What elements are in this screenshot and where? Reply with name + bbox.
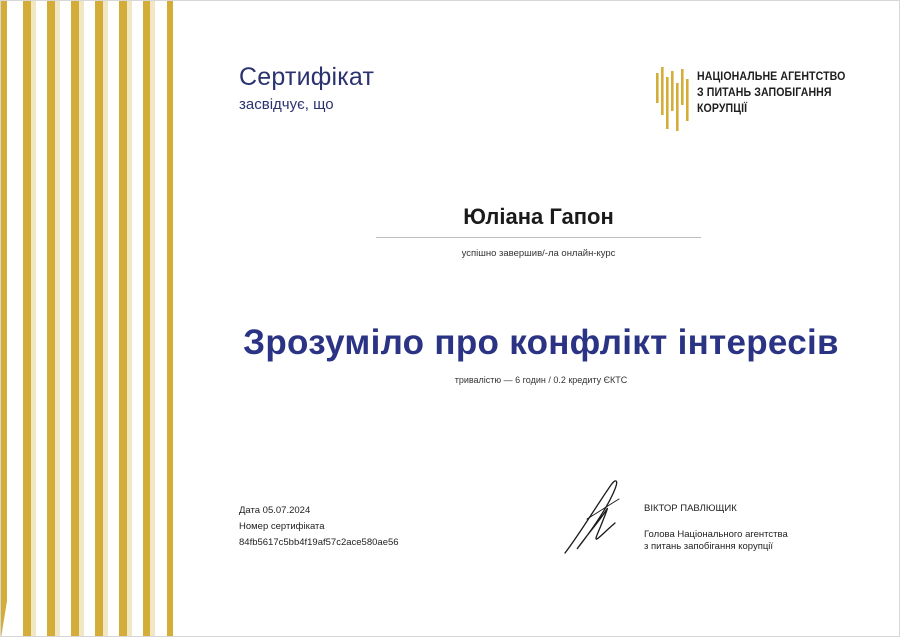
certificate-number-label: Номер сертифіката	[239, 521, 325, 532]
name-divider	[376, 237, 701, 238]
signer-title-line-1: Голова Національного агентства	[644, 529, 788, 540]
certificate-details	[239, 503, 399, 551]
agency-name-line-2: З ПИТАНЬ ЗАПОБІГАННЯ	[697, 87, 832, 99]
agency-name-line-1: НАЦІОНАЛЬНЕ АГЕНТСТВО	[697, 71, 846, 83]
course-title: Зрозуміло про конфлікт інтересів	[243, 323, 839, 362]
certificate-subtitle: засвідчує, що	[239, 96, 334, 113]
completion-text: успішно завершив/-ла онлайн-курс	[461, 248, 616, 259]
agency-emblem-icon	[654, 67, 692, 131]
stripe-group	[1, 1, 173, 637]
agency-name-line-3: КОРУПЦІЇ	[697, 103, 748, 115]
recipient-name: Юліана Гапон	[463, 204, 614, 229]
issue-date: Дата 05.07.2024	[239, 505, 311, 516]
decorative-stripes	[1, 1, 181, 637]
certificate-title: Сертифікат	[239, 63, 375, 91]
signer-title-line-2: з питань запобігання корупції	[644, 541, 774, 552]
course-duration: тривалістю — 6 годин / 0.2 кредиту ЄКТС	[454, 375, 628, 385]
signer-name: ВІКТОР ПАВЛЮЩИК	[644, 503, 737, 514]
signature-image	[557, 475, 637, 557]
certificate-number: 84fb5617c5bb4f19af57c2ace580ae56	[239, 537, 399, 548]
signer-block	[644, 503, 788, 553]
agency-name	[697, 69, 872, 117]
